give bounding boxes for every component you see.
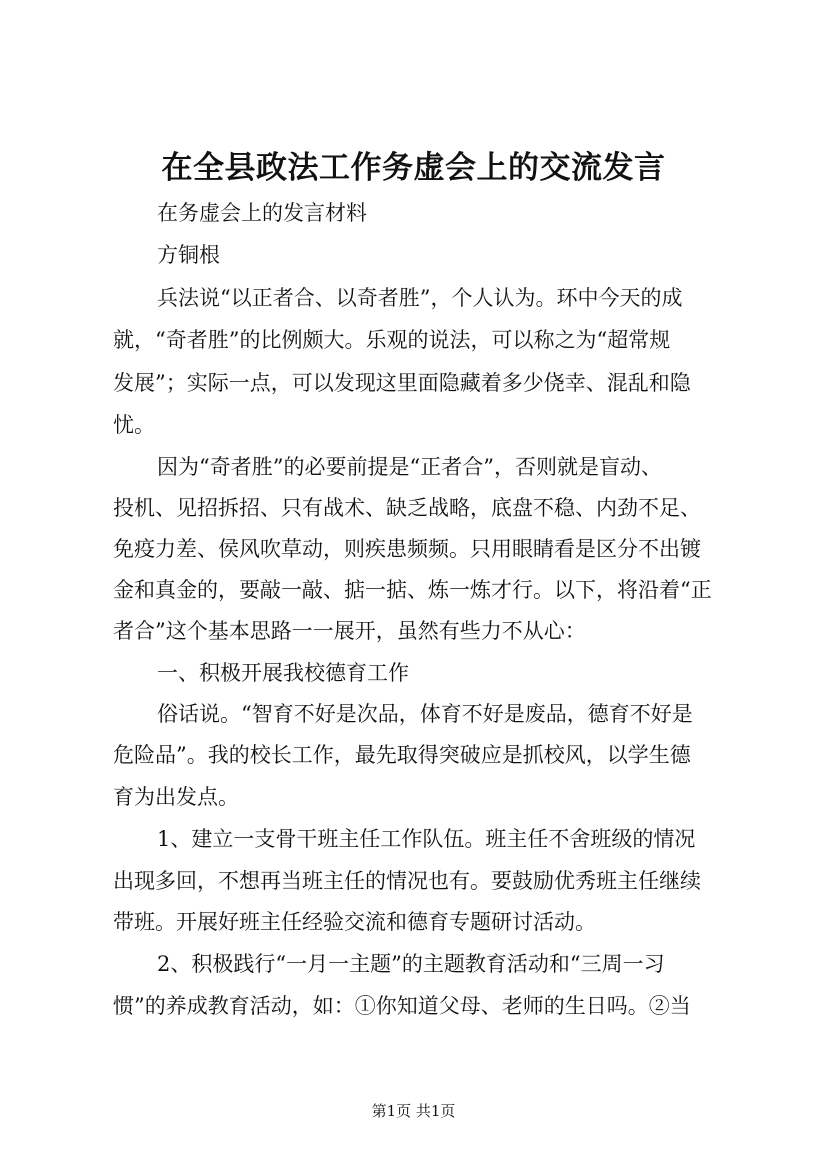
author-line: 方铜根 — [157, 243, 220, 267]
paragraph-line: 就，“奇者胜”的比例颇大。乐观的说法，可以称之为“超常规 — [113, 328, 671, 352]
paragraph-line: 忧。 — [113, 413, 155, 437]
paragraph-line: 惯”的养成教育活动，如：①你知道父母、老师的生日吗。②当 — [113, 994, 691, 1018]
paragraph-line: 危险品”。我的校长工作，最先取得突破应是抓校风，以学生德 — [113, 743, 691, 767]
paragraph-line: 者合”这个基本思路一一展开，虽然有些力不从心： — [113, 619, 586, 643]
paragraph-line: 带班。开展好班主任经验交流和德育专题研讨活动。 — [113, 910, 596, 934]
paragraph-line: 金和真金的，要敲一敲、掂一掂、炼一炼才行。以下，将沿着“正 — [113, 578, 712, 602]
paragraph-line: 育为出发点。 — [113, 785, 239, 809]
paragraph-line: 发展”；实际一点，可以发现这里面隐藏着多少侥幸、混乱和隐 — [113, 371, 691, 395]
paragraph-line: 2、积极践行“一月一主题”的主题教育活动和“三周一习 — [157, 952, 665, 976]
page-footer: 第1页 共1页 — [371, 1102, 456, 1120]
paragraph-line: 投机、见招拆招、只有战术、缺乏战略，底盘不稳、内劲不足、 — [113, 496, 701, 520]
paragraph-line: 俗话说。“智育不好是次品，体育不好是废品，德育不好是 — [157, 702, 693, 726]
paragraph-line: 因为“奇者胜”的必要前提是“正者合”，否则就是盲动、 — [157, 455, 662, 479]
paragraph-line: 出现多回，不想再当班主任的情况也有。要鼓励优秀班主任继续 — [113, 869, 701, 893]
paragraph-line: 免疫力差、侯风吹草动，则疾患频频。只用眼睛看是区分不出镀 — [113, 537, 701, 561]
paragraph-line: 1、建立一支骨干班主任工作队伍。班主任不舍班级的情况 — [157, 827, 696, 851]
subtitle-line: 在务虚会上的发言材料 — [157, 201, 367, 225]
section-heading: 一、积极开展我校德育工作 — [157, 661, 409, 685]
paragraph-line: 兵法说“以正者合、以奇者胜”，个人认为。环中今天的成 — [157, 286, 683, 310]
document-title: 在全县政法工作务虚会上的交流发言 — [161, 150, 666, 186]
